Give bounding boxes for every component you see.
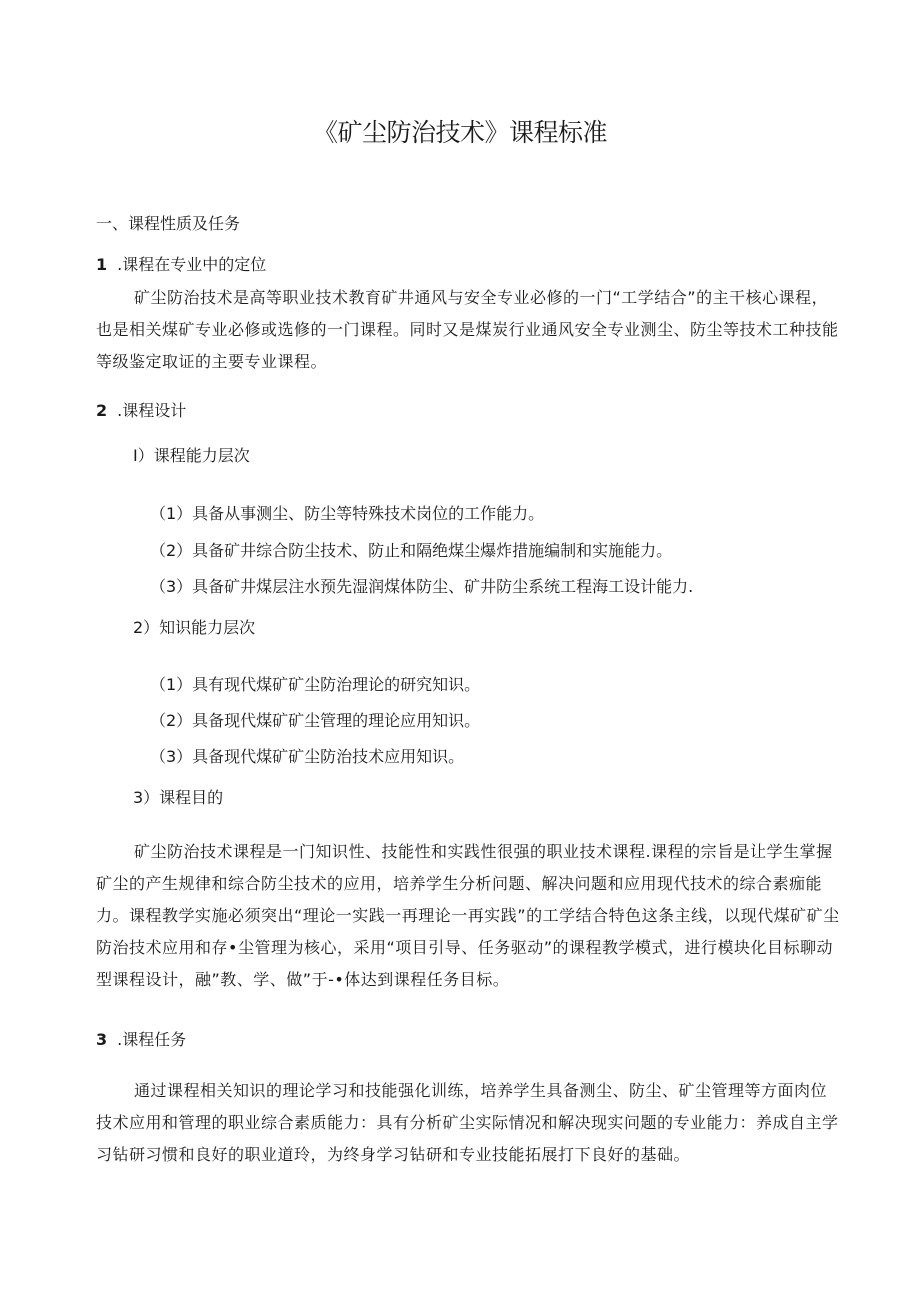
subsection-label: .课程在专业中的定位 xyxy=(117,255,267,274)
ability-item: （3）具备矿井煤层注水预先湿润煤体防尘、矿井防尘系统工程海工设计能力. xyxy=(150,577,694,596)
subsection-label: .课程设计 xyxy=(117,401,187,420)
subsection-number: 2 xyxy=(96,401,108,420)
document-title: 《矿尘防治技术》课程标准 xyxy=(312,118,607,147)
ability-item: （2）具备矿井综合防尘技术、防止和隔绝煤尘爆炸措施编制和实施能力。 xyxy=(150,541,673,560)
goal-paragraph: 矿尘防治技术课程是一门知识性、技能性和实践性很强的职业技术课程.课程的宗旨是让学生掌握矿尘的产生规律和综合防尘技术的应用，培养学生分析问题、解决问题和应用现代技术的综合素痂能力。课程教学实施必须突出“理论一实践一再理论一再实践”的工学结合特色这条主线，以现代煤矿矿尘防治技术应用和存•尘管理为核心，采用“项目引导、任务驱动”的课程教学模式，进行模块化目标聊动型课程设计，融”教、学、做”于-•体达到课程任务目标。 xyxy=(96,842,840,989)
ability-item: （1）具备从事测尘、防尘等特殊技术岗位的工作能力。 xyxy=(150,504,545,523)
subsection-label: .课程任务 xyxy=(117,1030,187,1049)
positioning-paragraph: 矿尘防治技术是高等职业技术教育矿井通风与安全专业必修的一门“工学结合”的主干核心课程，也是相关煤矿专业必修或选修的一门课程。同时又是煤炭行业通风安全专业测尘、防尘等技术工种技能等级鉴定取证的主要专业课程。 xyxy=(96,288,839,371)
ability-heading: I）课程能力层次 xyxy=(133,446,250,465)
knowledge-item: （2）具备现代煤矿矿尘管理的理论应用知识。 xyxy=(150,711,481,730)
subsection-heading xyxy=(96,252,266,275)
subsection-heading xyxy=(96,398,186,421)
subsection-number: 3 xyxy=(96,1030,108,1049)
goal-heading: 3）课程目的 xyxy=(133,788,224,807)
subsection-number: 1 xyxy=(96,255,108,274)
knowledge-heading: 2）知识能力层次 xyxy=(133,618,256,637)
task-paragraph: 通过课程相关知识的理论学习和技能强化训练，培养学生具备测尘、防尘、矿尘管理等方面肉位技术应用和管理的职业综合素质能力：具有分析矿尘实际情况和解决现实问题的专业能力：养成自主学习钻研习惯和良好的职业道玲，为终身学习钻研和专业技能拓展打下良好的基础。 xyxy=(96,1081,839,1164)
subsection-heading xyxy=(96,1027,186,1050)
knowledge-item: （1）具有现代煤矿矿尘防治理论的研究知识。 xyxy=(150,675,481,694)
section-heading: 一、课程性质及任务 xyxy=(96,214,241,233)
knowledge-item: （3）具备现代煤矿矿尘防治技术应用知识。 xyxy=(150,747,465,766)
